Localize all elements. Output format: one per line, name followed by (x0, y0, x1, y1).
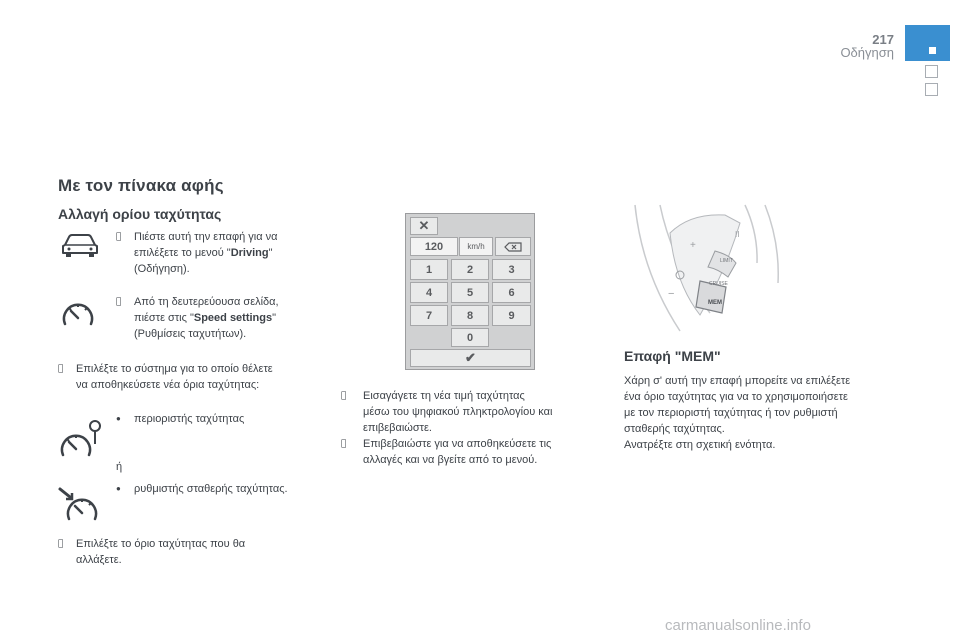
step-5 (363, 388, 603, 436)
step-4-line: Επιλέξτε το όριο ταχύτητας που θα (76, 538, 246, 550)
step-bullet (116, 297, 121, 307)
key-3[interactable]: 3 (492, 259, 531, 280)
chapter-tab[interactable] (925, 65, 938, 78)
mem-section-title: Επαφή "MEM" (624, 348, 721, 364)
car-icon (60, 232, 100, 258)
key-7[interactable]: 7 (410, 305, 448, 326)
step-bullet (58, 364, 63, 374)
section-title: Με τον πίνακα αφής (58, 176, 224, 195)
chapter-title: Οδήγηση (840, 45, 894, 60)
limit-label: LIMIT (720, 258, 733, 264)
step-1 (134, 229, 334, 277)
step-6 (363, 436, 603, 468)
step-2-line: (Ρυθμίσεις ταχυτήτων). (134, 328, 247, 340)
option-bullet: ● (116, 484, 121, 493)
speed-limiter-icon (58, 418, 104, 458)
key-6[interactable]: 6 (492, 282, 531, 303)
numeric-keypad-screen (405, 213, 535, 370)
step-5-line: Εισαγάγετε τη νέα τιμή ταχύτητας (363, 390, 525, 402)
step-bullet (116, 232, 121, 242)
speed-unit: km/h (459, 237, 493, 256)
chapter-tab-active[interactable] (905, 25, 950, 61)
key-4[interactable]: 4 (410, 282, 448, 303)
key-2[interactable]: 2 (451, 259, 489, 280)
plus-label: + (690, 240, 696, 251)
mem-button[interactable]: MEM (708, 300, 722, 306)
step-2 (134, 294, 334, 342)
chapter-tab[interactable] (925, 83, 938, 96)
text-segment: πιέστε στις " (134, 312, 194, 324)
cruise-control-icon (56, 486, 102, 522)
cruise-label: CRUISE (709, 281, 728, 287)
key-5[interactable]: 5 (451, 282, 489, 303)
watermark: carmanualsonline.info (665, 617, 811, 634)
step-4-line: αλλάξετε. (76, 554, 122, 566)
mem-section-text (624, 373, 914, 453)
menu-name-speed-settings: Speed settings (193, 312, 273, 324)
page-number: 217 (872, 32, 894, 47)
step-bullet (58, 539, 63, 549)
step-6-line: Επιβεβαιώστε για να αποθηκεύσετε τις (363, 438, 552, 450)
key-9[interactable]: 9 (492, 305, 531, 326)
step-2-line: Από τη δευτερεύουσα σελίδα, (134, 296, 279, 308)
step-3 (76, 361, 326, 393)
steering-wheel-controls-illustration (630, 203, 780, 338)
menu-name-driving: Driving (230, 247, 269, 259)
step-1-line: Πιέστε αυτή την επαφή για να (134, 231, 278, 243)
step-bullet (341, 439, 346, 449)
step-6-line: αλλαγές και να βγείτε από το μενού. (363, 454, 538, 466)
speed-value-field[interactable]: 120 (410, 237, 458, 256)
step-5-line: μέσω του ψηφιακού πληκτρολογίου και (363, 406, 553, 418)
mem-text-line: ένα όριο ταχύτητας για να το χρησιμοποιήσετε (624, 391, 848, 403)
step-5-line: επιβεβαιώστε. (363, 422, 432, 434)
minus-label: − (668, 288, 675, 300)
or-text: ή (116, 461, 123, 473)
key-0[interactable]: 0 (451, 328, 489, 347)
speedometer-icon (60, 298, 96, 328)
pause-label: II (735, 230, 740, 239)
backspace-icon[interactable] (495, 237, 531, 256)
mem-text-line: Χάρη σ' αυτή την επαφή μπορείτε να επιλέξετε (624, 375, 851, 387)
close-icon[interactable]: ✕ (410, 217, 438, 235)
mem-text-line: Ανατρέξτε στη σχετική ενότητα. (624, 439, 776, 451)
mem-text-line: σταθερής ταχύτητας. (624, 423, 725, 435)
option-speed-limiter: περιοριστής ταχύτητας (134, 413, 245, 425)
mem-text-line: με τον περιοριστή ταχύτητας ή τον ρυθμιστή (624, 407, 838, 419)
key-1[interactable]: 1 (410, 259, 448, 280)
key-8[interactable]: 8 (451, 305, 489, 326)
tab-marker (929, 47, 936, 54)
step-1-line (134, 245, 334, 261)
step-2-line (134, 310, 334, 326)
text-segment: " (272, 312, 277, 324)
text-segment: επιλέξετε το μενού " (134, 247, 231, 259)
step-1-line: (Οδήγηση). (134, 263, 190, 275)
step-3-line: να αποθηκεύσετε νέα όρια ταχύτητας: (76, 379, 260, 391)
confirm-check-icon[interactable]: ✔ (410, 349, 531, 367)
step-3-line: Επιλέξτε το σύστημα για το οποίο θέλετε (76, 363, 273, 375)
step-4 (76, 536, 326, 568)
step-bullet (341, 391, 346, 401)
text-segment: " (268, 247, 273, 259)
option-cruise-control: ρυθμιστής σταθερής ταχύτητας. (134, 483, 288, 495)
option-bullet: ● (116, 414, 121, 423)
subsection-title: Αλλαγή ορίου ταχύτητας (58, 206, 222, 222)
